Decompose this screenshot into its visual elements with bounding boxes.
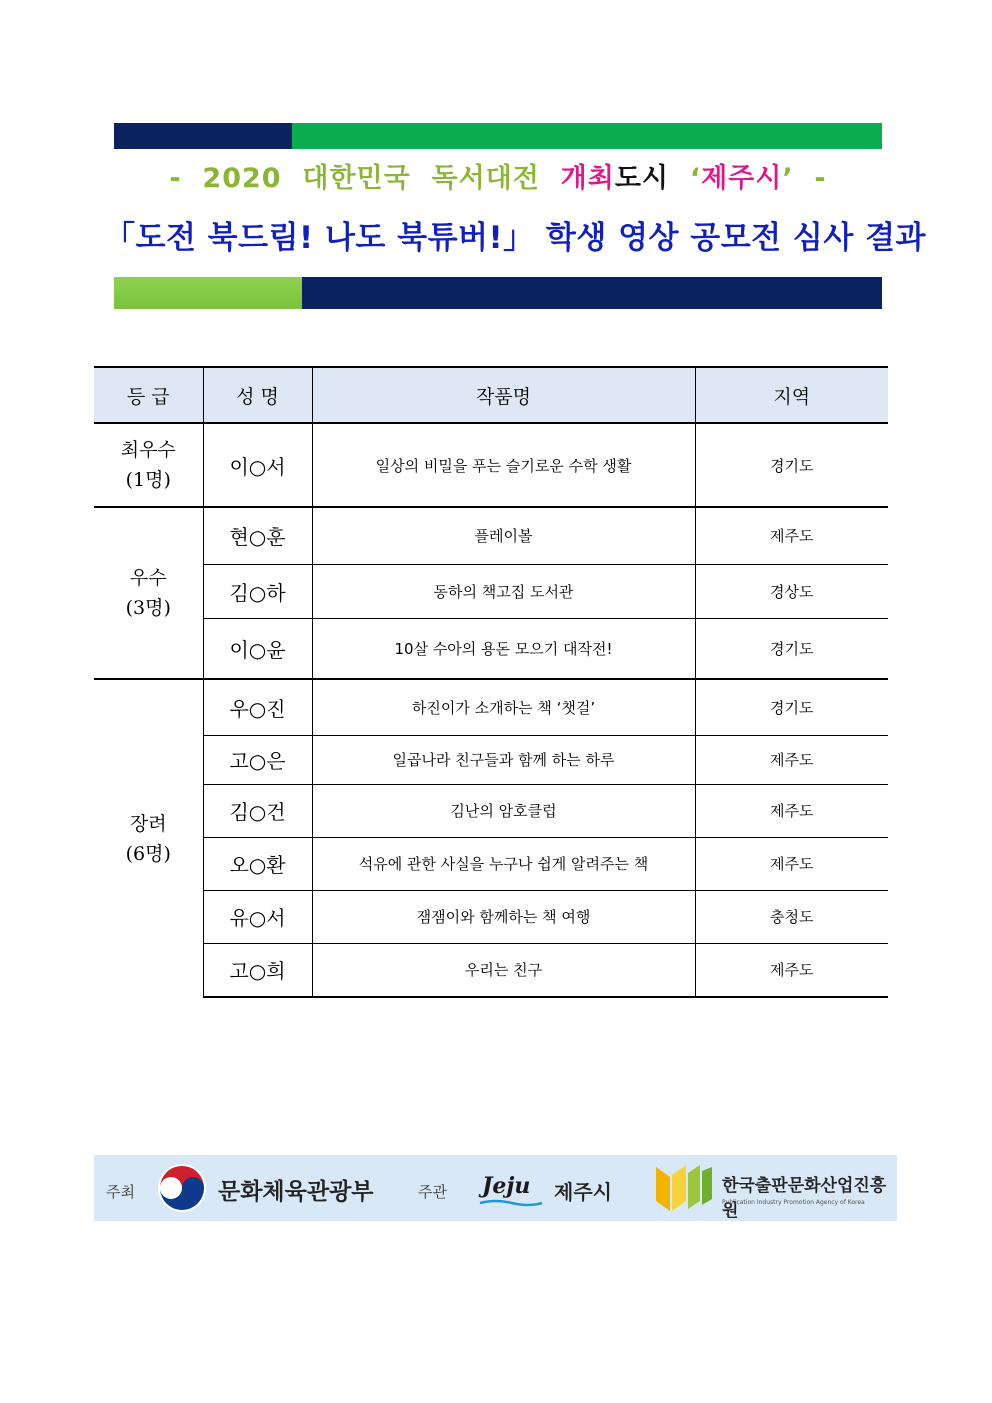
grade-label: 우수 xyxy=(129,567,167,589)
region: 제주도 xyxy=(695,837,888,890)
student-name: 우○진 xyxy=(203,679,312,735)
agency-name: 한국출판문화산업진흥원 xyxy=(722,1176,887,1221)
region: 제주도 xyxy=(695,507,888,564)
work-title: 잼잼이와 함께하는 책 여행 xyxy=(312,890,695,943)
header-region: 지역 xyxy=(695,367,888,423)
ministry-taegeuk-icon xyxy=(156,1162,208,1214)
bottom-bar-navy xyxy=(302,277,882,309)
region: 제주도 xyxy=(695,735,888,784)
work-title: 김난의 암호클럽 xyxy=(312,784,695,837)
student-name: 오○환 xyxy=(203,837,312,890)
work-title: 10살 수아의 용돈 모으기 대작전! xyxy=(312,618,695,679)
subtitle-dash-right: - xyxy=(814,163,827,194)
work-title: 하진이가 소개하는 책 ‘챗걸’ xyxy=(312,679,695,735)
table-row xyxy=(94,618,888,679)
work-title: 일상의 비밀을 푸는 슬기로운 수학 생활 xyxy=(312,423,695,507)
region: 제주도 xyxy=(695,784,888,837)
subtitle-reading: 독서대전 xyxy=(431,163,540,194)
header-name: 성 명 xyxy=(203,367,312,423)
table-row xyxy=(94,735,888,784)
grade-label: 장려 xyxy=(129,812,167,835)
work-title: 석유에 관한 사실을 누구나 쉽게 알려주는 책 xyxy=(312,837,695,890)
student-name: 김○건 xyxy=(203,784,312,837)
event-subtitle xyxy=(114,156,882,196)
grade-cell-excellent xyxy=(94,507,203,679)
subtitle-quote-open: ‘ xyxy=(689,163,702,194)
subtitle-host2: 도시 xyxy=(614,163,669,194)
grade-count: (3명) xyxy=(125,597,171,619)
table-row xyxy=(94,943,888,997)
jeju-city: 제주시 xyxy=(554,1180,612,1204)
page-title: 「도전 북드림! 나도 북튜버!」 학생 영상 공모전 심사 결과 xyxy=(104,220,926,256)
region: 경기도 xyxy=(695,618,888,679)
student-name: 이○서 xyxy=(203,423,312,507)
results-table xyxy=(94,366,888,998)
table-row xyxy=(94,837,888,890)
subtitle-city: 제주시 xyxy=(701,163,783,194)
region: 경기도 xyxy=(695,679,888,735)
subtitle-dash-left: - xyxy=(169,163,182,194)
student-name: 고○은 xyxy=(203,735,312,784)
region: 경기도 xyxy=(695,423,888,507)
table-header-row xyxy=(94,367,888,423)
grade-cell-top xyxy=(94,423,203,507)
grade-count: (6명) xyxy=(125,842,171,865)
work-title: 일곱나라 친구들과 함께 하는 하루 xyxy=(312,735,695,784)
jeju-logo: Jeju xyxy=(482,1173,531,1199)
table-row xyxy=(94,784,888,837)
work-title: 우리는 친구 xyxy=(312,943,695,997)
subtitle-korea: 대한민국 xyxy=(302,163,411,194)
agency-name-english: Publication Industry Promotion Agency of Korea xyxy=(722,1199,865,1206)
grade-count: (1명) xyxy=(125,469,171,491)
grade-label: 최우수 xyxy=(120,439,176,461)
region: 충청도 xyxy=(695,890,888,943)
region: 경상도 xyxy=(695,564,888,618)
region: 제주도 xyxy=(695,943,888,997)
grade-cell-encouragement xyxy=(94,679,203,997)
agency-book-icon xyxy=(652,1161,716,1215)
table-row xyxy=(94,890,888,943)
organizer-label: 주관 xyxy=(418,1183,447,1201)
header-grade: 등 급 xyxy=(94,367,203,423)
subtitle-quote-close: ’ xyxy=(782,163,794,194)
top-bar-green xyxy=(292,123,882,149)
subtitle-year: 2020 xyxy=(202,163,282,194)
table-row xyxy=(94,564,888,618)
student-name: 현○훈 xyxy=(203,507,312,564)
work-title: 동하의 책고집 도서관 xyxy=(312,564,695,618)
table-row xyxy=(94,679,888,735)
host-label: 주최 xyxy=(106,1183,135,1201)
bottom-bar-green xyxy=(114,277,302,309)
footer-sponsor-banner xyxy=(94,1155,897,1221)
host-organization: 문화체육관광부 xyxy=(218,1179,374,1205)
subtitle-host1: 개최 xyxy=(560,163,615,194)
table-row xyxy=(94,423,888,507)
top-bar-navy xyxy=(114,123,292,149)
student-name: 고○희 xyxy=(203,943,312,997)
work-title: 플레이볼 xyxy=(312,507,695,564)
table-row xyxy=(94,507,888,564)
header-work: 작품명 xyxy=(312,367,695,423)
jeju-wave-icon xyxy=(478,1199,544,1207)
student-name: 김○하 xyxy=(203,564,312,618)
student-name: 유○서 xyxy=(203,890,312,943)
student-name: 이○윤 xyxy=(203,618,312,679)
